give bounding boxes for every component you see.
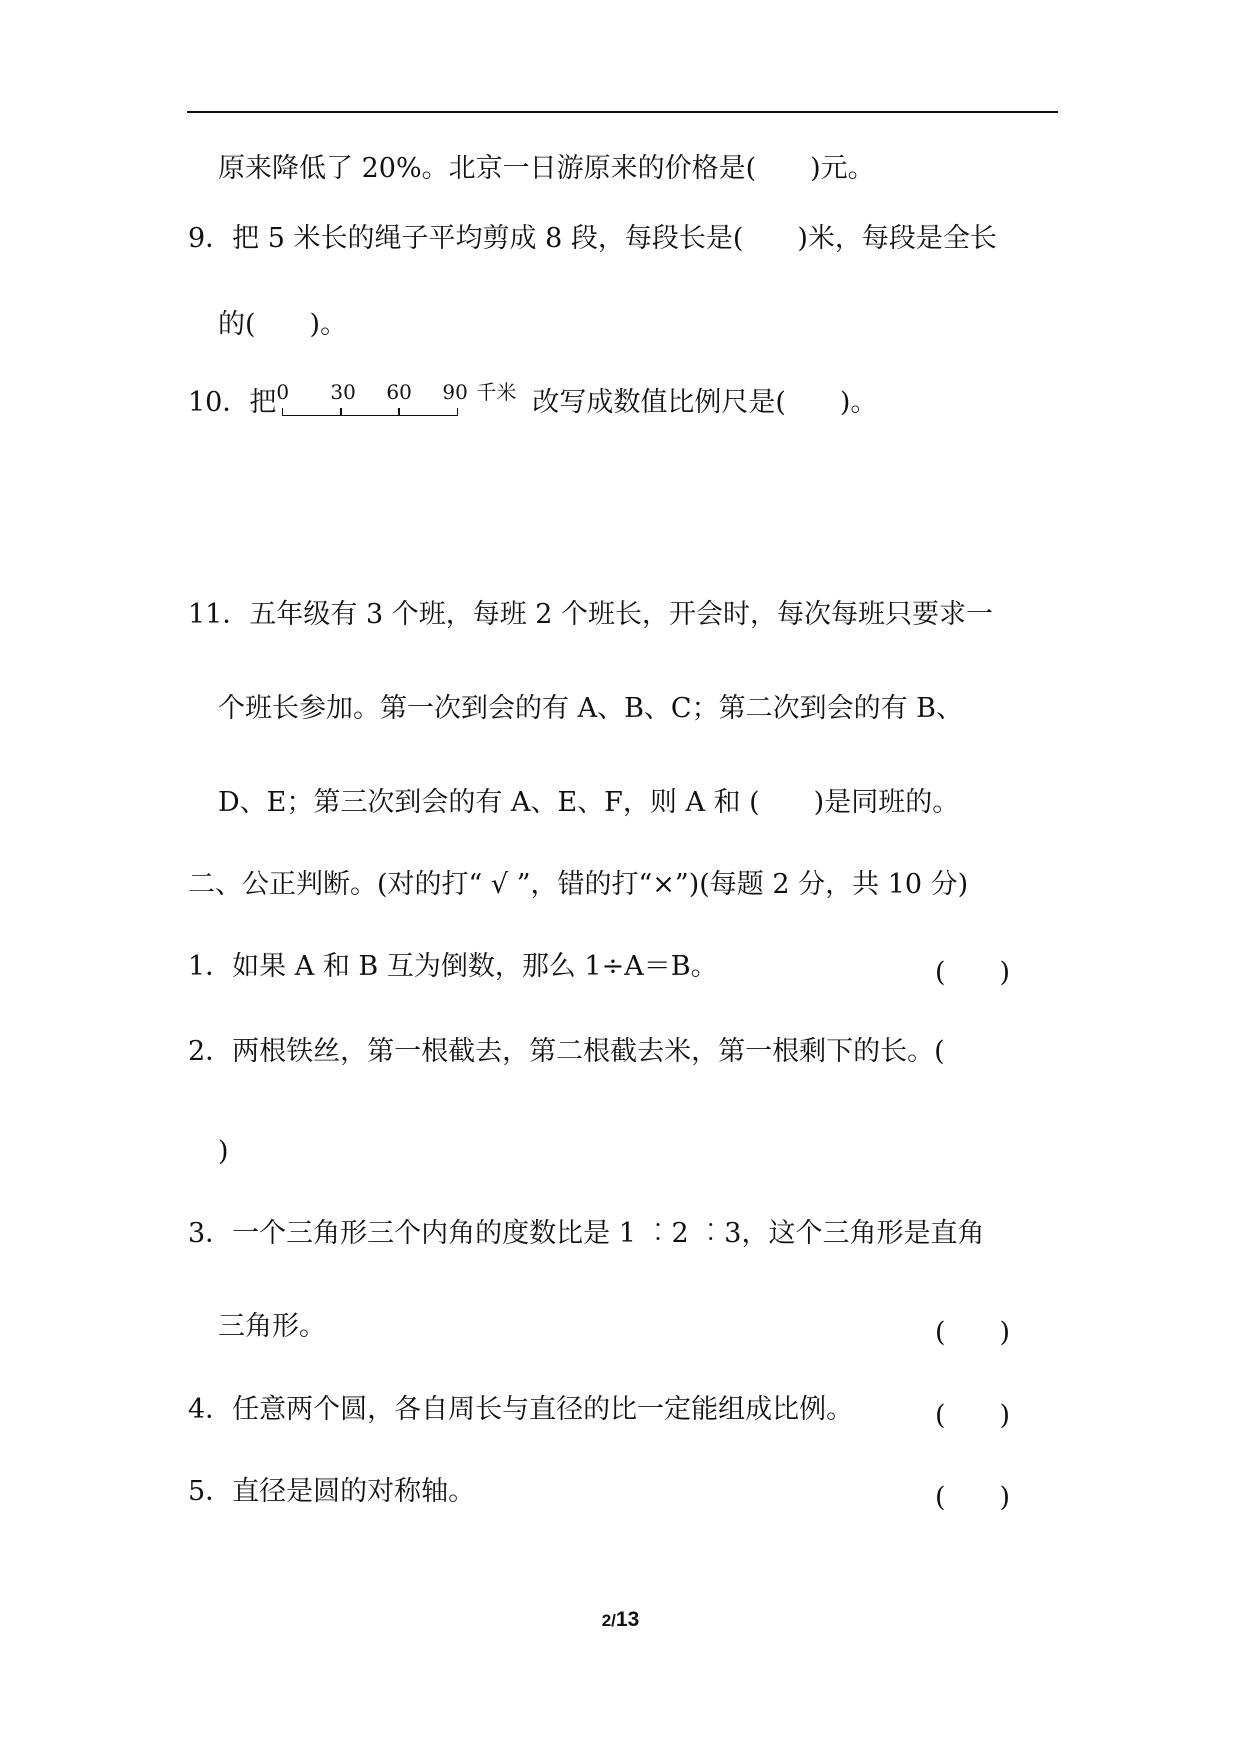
scale-bar	[276, 380, 526, 420]
scale-tick: 90	[442, 380, 468, 404]
answer-paren: ( )	[935, 957, 1011, 988]
scale-tick: 0	[276, 380, 290, 404]
question-11: 11．五年级有 3 个班，每班 2 个班长，开会时，每次每班只要求一	[188, 599, 994, 630]
q10-suffix: 改写成数值比例尺是( )。	[532, 387, 878, 418]
scale-tick: 60	[386, 380, 412, 404]
scale-tick: 30	[330, 380, 356, 404]
answer-paren: ( )	[935, 1400, 1011, 1431]
text-line: )	[218, 1136, 229, 1167]
scale-line	[282, 408, 458, 416]
answer-paren: ( )	[935, 1317, 1011, 1348]
scale-mark	[398, 408, 400, 415]
text-line: 的( )。	[218, 309, 348, 340]
header-rule	[187, 111, 1058, 113]
scale-unit: 千米	[476, 380, 517, 404]
judge-2: 2．两根铁丝，第一根截去，第二根截去米，第一根剩下的长。(	[188, 1036, 945, 1067]
text-line: 三角形。	[218, 1311, 326, 1342]
text-line: 原来降低了 20%。北京一日游原来的价格是( )元。	[218, 153, 875, 184]
scale-mark	[340, 408, 342, 415]
judge-5: 5．直径是圆的对称轴。	[188, 1476, 476, 1507]
section-heading: 二、公正判断。(对的打“ √ ”，错的打“×”)(每题 2 分，共 10 分)	[188, 869, 969, 900]
judge-4: 4．任意两个圆，各自周长与直径的比一定能组成比例。	[188, 1394, 854, 1425]
answer-paren: ( )	[935, 1482, 1011, 1513]
judge-1: 1．如果 A 和 B 互为倒数，那么 1÷A＝B。	[188, 951, 718, 982]
page-number	[0, 1608, 1241, 1632]
page-total: 13	[615, 1608, 640, 1631]
question-10	[188, 380, 878, 420]
q10-prefix: 10．把	[188, 387, 277, 418]
judge-3: 3．一个三角形三个内角的度数比是 1 ︰2 ︰3，这个三角形是直角	[188, 1218, 985, 1249]
page-current: 2/	[601, 1611, 616, 1630]
text-line: 个班长参加。第一次到会的有 A、B、C；第二次到会的有 B、	[218, 693, 964, 724]
question-9: 9．把 5 米长的绳子平均剪成 8 段，每段长是( )米，每段是全长	[188, 223, 997, 254]
text-line: D、E；第三次到会的有 A、E、F，则 A 和 ( )是同班的。	[218, 787, 960, 818]
